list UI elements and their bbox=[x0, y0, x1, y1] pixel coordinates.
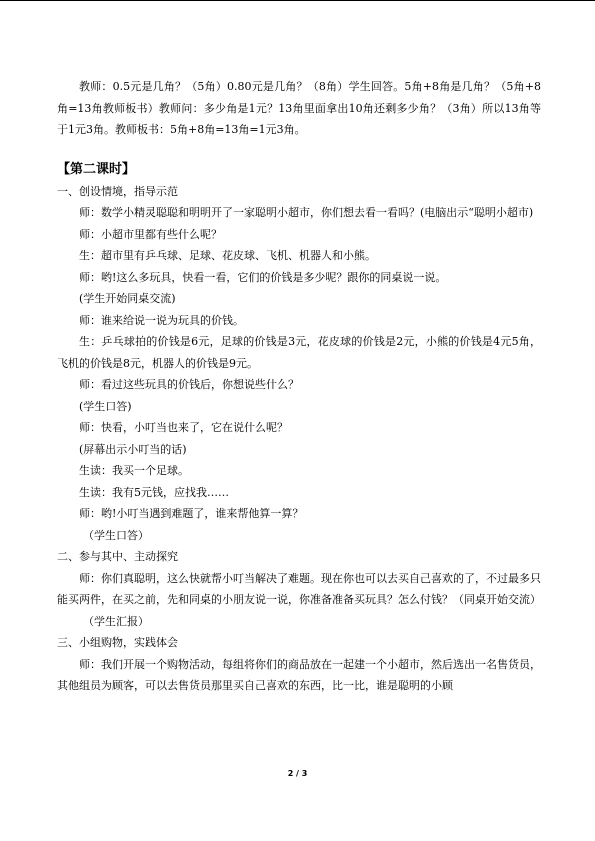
paragraph: (屏幕出示小叮当的话) bbox=[79, 442, 187, 456]
subsection-heading: 二、参与其中、主动探究 bbox=[57, 550, 178, 563]
paragraph: （学生口答） bbox=[83, 528, 149, 542]
paragraph: 师：你们真聪明，这么快就帮小叮当解决了难题。现在你也可以去买自己喜欢的了，不过最多只能买两件，在买之前，先和同桌的小朋友说一说，你准备准备买玩具？怎么付钱？（同桌开始交流） bbox=[57, 571, 541, 606]
page-top-rule bbox=[0, 0, 595, 1]
paragraph: 生读：我有5元钱，应找我…… bbox=[79, 485, 229, 499]
paragraph: 生：乒乓球拍的价钱是6元，足球的价钱是3元，花皮球的价钱是2元，小熊的价钱是4元5角，飞机的价钱是8元，机器人的价钱是9元。 bbox=[57, 335, 541, 370]
paragraph: 师：数学小精灵聪聪和明明开了一家聪明小超市，你们想去看一看吗？(电脑出示“聪明小超市) bbox=[79, 206, 534, 219]
paragraph: 师：哟!小叮当遇到难题了，谁来帮他算一算？ bbox=[79, 507, 304, 520]
paragraph: 生：超市里有乒乓球、足球、花皮球、飞机、机器人和小熊。 bbox=[79, 249, 376, 262]
paragraph: (学生口答) bbox=[79, 399, 132, 413]
paragraph: (学生开始同桌交流) bbox=[79, 292, 176, 305]
paragraph: 教师：0.5元是几角？（5角）0.80元是几角？（8角）学生回答。5角+8角是几角？（5角+8角=13角教师板书）教师问：多少角是1元？13角里面拿出10角还剩多少角？（3角）所以13角等于1元3角。教师板书：5角+8角=13角=1元3角。 bbox=[57, 80, 541, 136]
paragraph: 师：哟!这么多玩具，快看一看，它们的价钱是多少呢？跟你的同桌说一说。 bbox=[79, 270, 447, 284]
paragraph: 师：我们开展一个购物活动，每组将你们的商品放在一起建一个小超市，然后选出一名售货员，其他组员为顾客，可以去售货员那里买自己喜欢的东西，比一比，谁是聪明的小顾 bbox=[57, 657, 541, 692]
paragraph: 师：谁来给说一说为玩具的价钱。 bbox=[79, 313, 244, 327]
page-number: 2 / 3 bbox=[287, 769, 308, 778]
subsection-heading: 一、创设情境，指导示范 bbox=[57, 184, 178, 198]
subsection-heading: 三、小组购物，实践体会 bbox=[57, 636, 178, 649]
paragraph: 生读：我买一个足球。 bbox=[79, 464, 189, 477]
paragraph: 师：快看，小叮当也来了，它在说什么呢？ bbox=[79, 421, 288, 434]
paragraph: （学生汇报） bbox=[83, 614, 149, 628]
document-body bbox=[57, 76, 541, 697]
section-heading: 【第二课时】 bbox=[57, 161, 136, 177]
paragraph: 师：小超市里都有些什么呢？ bbox=[79, 227, 222, 241]
paragraph: 师：看过这些玩具的价钱后，你想说些什么？ bbox=[79, 378, 299, 391]
